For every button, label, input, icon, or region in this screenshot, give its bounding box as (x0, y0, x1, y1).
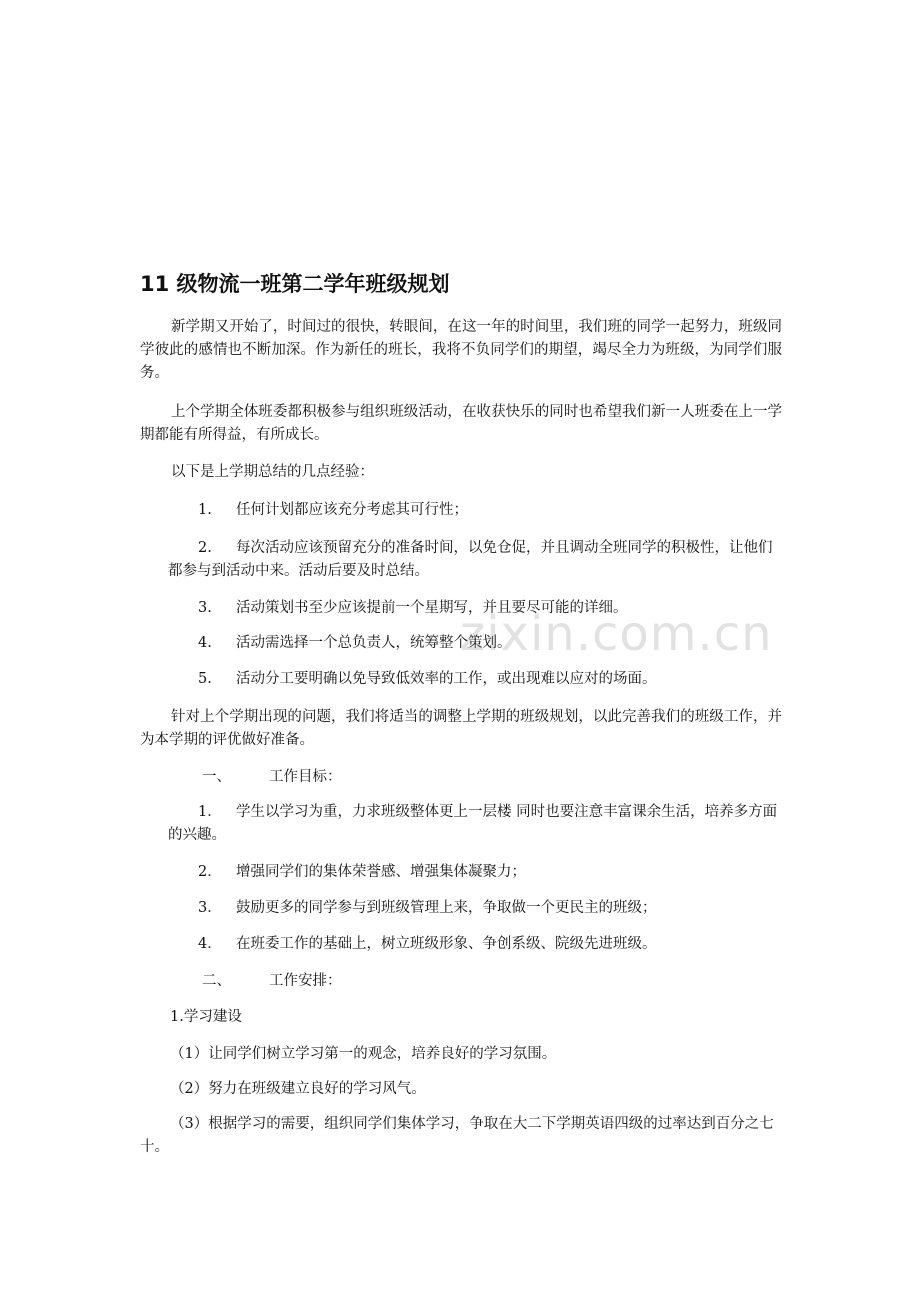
goal-item-text: 在班委工作的基础上，树立班级形象、争创系级、院级先进班级。 (236, 936, 657, 952)
section-number: 二、 (202, 973, 231, 989)
intro-paragraph-1: 新学期又开始了，时间过的很快，转眼间，在这一年的时间里，我们班的同学一起努力，班级同学彼此的感情也不断加深。作为新任的班长，我将不负同学们的期望，竭尽全力为班级，为同学们服务。 (140, 319, 782, 381)
study-construction-heading: 1.学习建设 (170, 1009, 242, 1025)
document-title: 11 级物流一班第二学年班级规划 (140, 272, 450, 296)
intro-paragraph-2: 上个学期全体班委都积极参与组织班级活动，在收获快乐的同时也希望我们新一人班委在上一学期都能有所得益，有所成长。 (140, 404, 782, 443)
experience-item-text: 活动策划书至少应该提前一个星期写，并且要尽可能的详细。 (236, 600, 628, 616)
experience-item-number: 4. (198, 635, 212, 651)
goal-item-1 (168, 801, 782, 847)
goal-item-number: 2． (198, 864, 222, 880)
study-item-3: （3）根据学习的需要，组织同学们集体学习，争取在大二下学期英语四级的过率达到百分之七十。 (140, 1116, 774, 1155)
goal-item-2 (168, 861, 782, 884)
experience-item-number: 5. (198, 671, 212, 687)
goal-item-text: 增强同学们的集体荣誉感、增强集体凝聚力； (236, 864, 526, 880)
experience-item-text: 活动分工要明确以免导致低效率的工作，或出现难以应对的场面。 (236, 671, 657, 687)
experience-item-text: 任何计划都应该充分考虑其可行性； (236, 502, 468, 518)
goal-item-3 (168, 897, 782, 920)
goal-item-text: 学生以学习为重，力求班级整体更上一层楼 同时也要注意丰富课余生活，培养多方面的兴趣。 (168, 804, 778, 843)
watermark: zixin.com.cn (460, 606, 773, 662)
goal-item-text: 鼓励更多的同学参与到班级管理上来，争取做一个更民主的班级； (236, 900, 657, 916)
experience-item-1 (168, 499, 782, 522)
study-item-2: （2）努力在班级建立良好的学习风气。 (170, 1081, 426, 1097)
experience-item-number: 3. (198, 600, 212, 616)
section-title: 工作目标： (269, 769, 342, 785)
experience-item-5 (168, 668, 782, 691)
study-item-1: （1）让同学们树立学习第一的观念，培养良好的学习氛围。 (170, 1046, 557, 1062)
experience-item-text: 每次活动应该预留充分的准备时间，以免仓促，并且调动全班同学的积极性，让他们都参与到活动中来。活动后要及时总结。 (168, 540, 773, 579)
goal-item-number: 4． (198, 936, 222, 952)
goal-item-number: 1． (198, 804, 222, 820)
section-number: 一、 (202, 769, 231, 785)
experience-item-2 (168, 537, 782, 583)
experience-item-text: 活动需选择一个总负责人，统筹整个策划。 (236, 635, 512, 651)
goal-item-number: 3． (198, 900, 222, 916)
experience-item-number: 1. (198, 502, 212, 518)
transition-paragraph: 针对上个学期出现的问题，我们将适当的调整上学期的班级规划，以此完善我们的班级工作，并为本学期的评优做好准备。 (140, 709, 782, 748)
intro-paragraph-3: 以下是上学期总结的几点经验： (171, 464, 374, 480)
section-title: 工作安排： (269, 973, 342, 989)
goal-item-4 (168, 933, 782, 956)
section-heading-arrangement (140, 970, 782, 993)
section-heading-goals (140, 766, 782, 789)
experience-item-number: 2. (198, 540, 212, 556)
